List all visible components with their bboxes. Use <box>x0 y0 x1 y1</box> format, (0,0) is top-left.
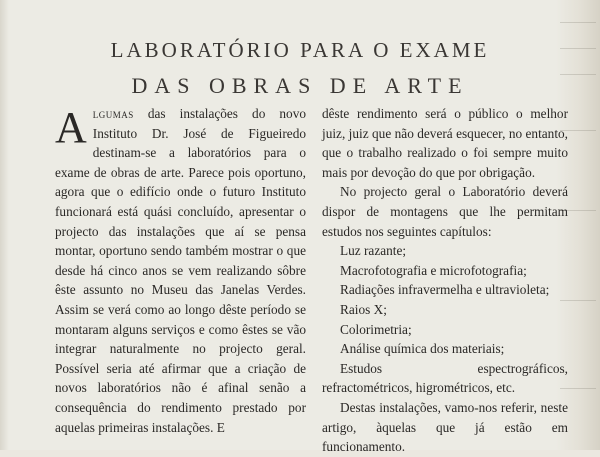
article-title-line-1: LABORATÓRIO PARA O EXAME <box>110 38 490 63</box>
intro-smallcaps: lgumas <box>92 106 134 121</box>
list-item: Estudos espectrográficos, refractométricos, higrométricos, etc. <box>322 360 568 396</box>
page-gutter-left <box>0 0 9 450</box>
list-item: Raios X; <box>340 301 387 317</box>
article-title-line-2: DAS OBRAS DE ARTE <box>131 72 469 98</box>
right-column <box>322 104 568 457</box>
list-item: Luz razante; <box>340 243 407 259</box>
intro-paragraph <box>55 104 306 437</box>
left-column <box>55 104 306 437</box>
list-item: Colorimetria; <box>340 321 412 337</box>
list-item: Macrofotografia e microfotografia; <box>340 262 527 278</box>
chapters-list <box>322 241 568 398</box>
list-item: Radiações infravermelha e ultravioleta; <box>340 282 550 298</box>
intro-text: das instalações do novo Instituto Dr. José de Figueiredo destinam-se a laboratórios para o exame de obras de arte. Parece pois oportuno, agora que o edifício onde o futuro Instituto funcionará está quási concluído, apresentar o projecto das instalações que aí se pensa montar, oportuno sendo também mostrar o que desde há cinco anos se vem realizando sôbre êste assunto no Museu das Janelas Verdes. Assim se verá como ao longo dêste período se montaram alguns serviços e como êstes se vão integrar naturalmente no projecto geral. Possível seria até afirmar que a criação de novos laboratórios não é afinal senão a consequência do rendimento prestado por aquelas primeiras instalações. E <box>55 106 306 435</box>
continuation-paragraph: dêste rendimento será o público o melhor juiz, juiz que não deverá esquecer, no entanto, que o trabalho realizado o foi sempre muito mais por devoção do que por obrigação. <box>322 106 568 180</box>
closing-paragraph: Destas instalações, vamo-nos referir, neste artigo, àquelas que já estão em funcionamento. <box>322 399 568 455</box>
drop-cap: A <box>55 103 87 152</box>
project-paragraph: No projecto geral o Laboratório deverá dispor de montagens que lhe permitam estudos nos seguintes capítulos: <box>322 184 568 239</box>
list-item: Análise química dos materiais; <box>340 341 505 357</box>
